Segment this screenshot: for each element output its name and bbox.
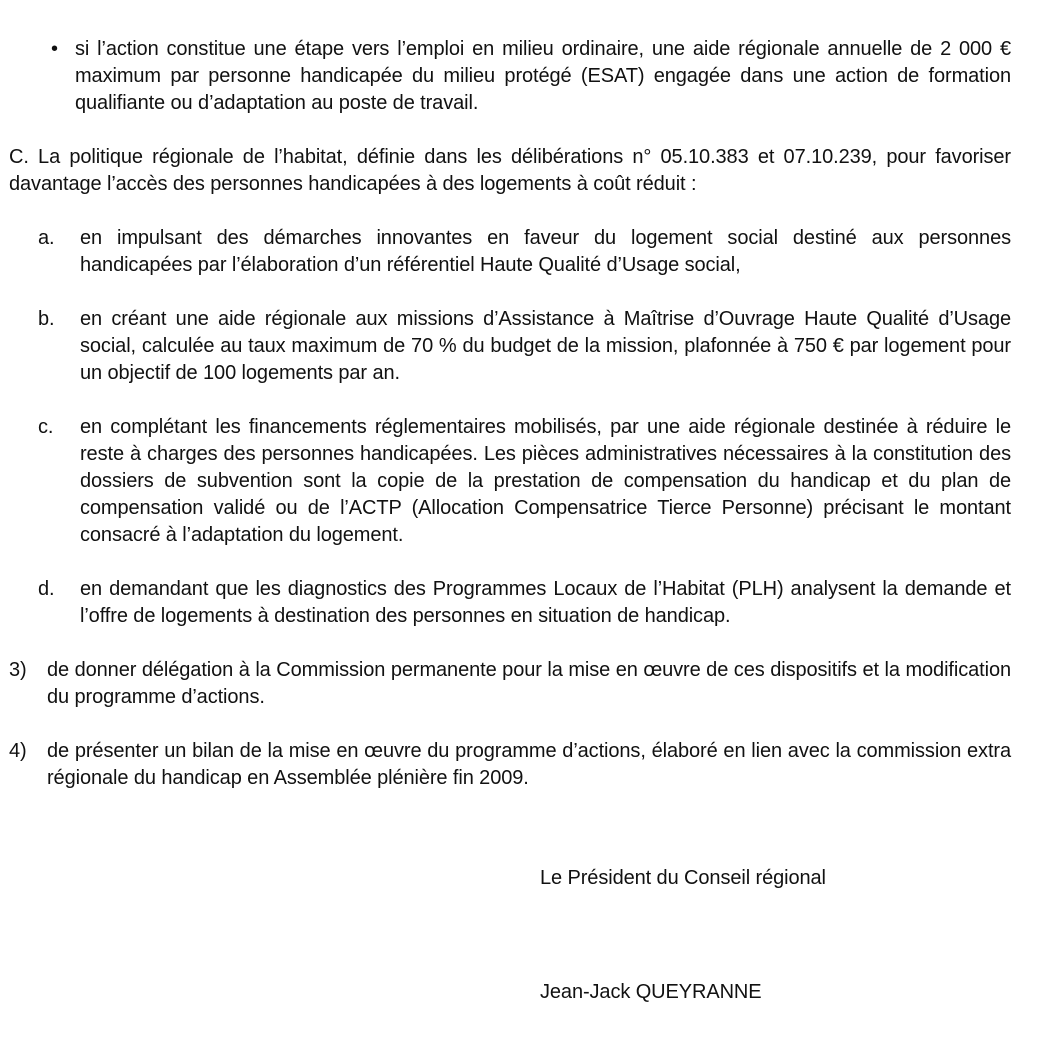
section-c-paragraph: C. La politique régionale de l’habitat, définie dans les délibérations n° 05.10.383 et 07.10.239, pour favoriser davantage l’accès des personnes handicapées à des logements à coût réduit :: [9, 146, 1011, 195]
numbered-item-3-text: de donner délégation à la Commission permanente pour la mise en œuvre de ces dispositifs et la modification du programme d’actions.: [47, 659, 1011, 708]
list-item-c: [9, 414, 1011, 549]
numbered-item-3: [9, 657, 1011, 711]
list-item-a-text: en impulsant des démarches innovantes en faveur du logement social destiné aux personnes handicapées par l’élaboration d’un référentiel Haute Qualité d’Usage social,: [80, 227, 1011, 276]
list-item-d: [9, 576, 1011, 630]
numbered-item-4: [9, 738, 1011, 792]
list-marker-d: d.: [38, 578, 55, 600]
document-body: [9, 36, 1011, 819]
list-marker-b: b.: [38, 308, 55, 330]
numbered-item-4-text: de présenter un bilan de la mise en œuvre du programme d’actions, élaboré en lien avec la commission extra régionale du handicap en Assemblée plénière fin 2009.: [47, 740, 1011, 789]
signature-title: Le Président du Conseil régional: [540, 867, 826, 889]
list-item-b: [9, 306, 1011, 387]
bullet-marker: •: [51, 38, 58, 60]
bullet-item-esat-aid: [9, 36, 1011, 117]
numbered-marker-3: 3): [9, 659, 27, 681]
habitat-measures-list: [9, 225, 1011, 630]
list-item-a: [9, 225, 1011, 279]
numbered-marker-4: 4): [9, 740, 27, 762]
signature-name: Jean-Jack QUEYRANNE: [540, 981, 762, 1003]
bullet-item-text: si l’action constitue une étape vers l’emploi en milieu ordinaire, une aide régionale annuelle de 2 000 € maximum par personne handicapée du milieu protégé (ESAT) engagée dans une action de formation qualifiante ou d’adaptation au poste de travail.: [75, 38, 1011, 114]
list-marker-a: a.: [38, 227, 55, 249]
list-item-c-text: en complétant les financements réglementaires mobilisés, par une aide régionale destinée à réduire le reste à charges des personnes handicapées. Les pièces administratives nécessaires à la constitution des dossiers de subvention sont la copie de la prestation de compensation du handicap et du plan de compensation validé ou de l’ACTP (Allocation Compensatrice Tierce Personne) précisant le montant consacré à l’adaptation du logement.: [80, 416, 1011, 546]
list-item-d-text: en demandant que les diagnostics des Programmes Locaux de l’Habitat (PLH) analysent la demande et l’offre de logements à destination des personnes en situation de handicap.: [80, 578, 1011, 627]
list-marker-c: c.: [38, 416, 54, 438]
list-item-b-text: en créant une aide régionale aux missions d’Assistance à Maîtrise d’Ouvrage Haute Qualité d’Usage social, calculée au taux maximum de 70 % du budget de la mission, plafonnée à 750 € par logement pour un objectif de 100 logements par an.: [80, 308, 1011, 384]
